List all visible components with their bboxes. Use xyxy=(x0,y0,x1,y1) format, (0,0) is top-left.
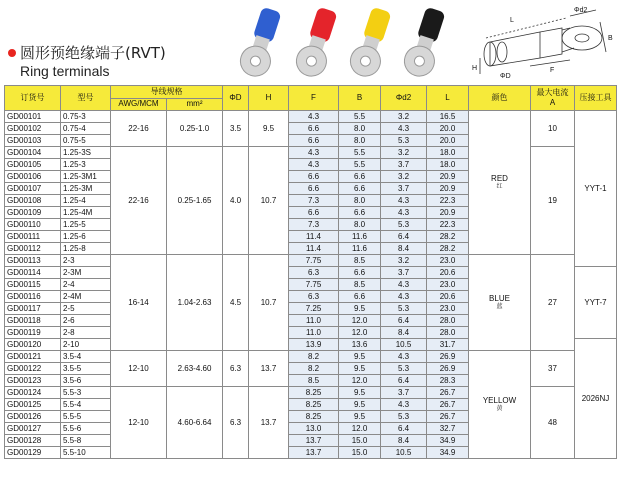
order-no-cell: GD00126 xyxy=(5,411,61,423)
model-cell: 1.25-3S xyxy=(61,147,111,159)
page-title-english: Ring terminals xyxy=(20,63,110,79)
awg-cell: 22-16 xyxy=(111,147,167,255)
order-no-cell: GD00125 xyxy=(5,399,61,411)
order-no-cell: GD00112 xyxy=(5,243,61,255)
phi-d2-cell: 3.2 xyxy=(381,111,427,123)
phi-d2-cell: 5.3 xyxy=(381,135,427,147)
order-no-cell: GD00107 xyxy=(5,183,61,195)
b-cell: 12.0 xyxy=(339,327,381,339)
table-row xyxy=(5,255,617,267)
mm2-cell: 1.04-2.63 xyxy=(167,255,223,351)
color-cell xyxy=(469,255,531,351)
l-cell: 34.9 xyxy=(427,447,469,459)
header-phi-d: ΦD xyxy=(223,86,249,111)
mm2-cell: 4.60-6.64 xyxy=(167,387,223,459)
b-cell: 8.0 xyxy=(339,219,381,231)
f-cell: 4.3 xyxy=(289,159,339,171)
model-cell: 2-10 xyxy=(61,339,111,351)
f-cell: 8.2 xyxy=(289,363,339,375)
phi-d2-cell: 5.3 xyxy=(381,363,427,375)
phi-d-cell: 6.3 xyxy=(223,387,249,459)
phi-d-cell: 4.5 xyxy=(223,255,249,351)
order-no-cell: GD00123 xyxy=(5,375,61,387)
mm2-cell: 0.25-1.0 xyxy=(167,111,223,147)
drawing-label-h: H xyxy=(472,65,478,72)
phi-d2-cell: 3.2 xyxy=(381,147,427,159)
f-cell: 13.9 xyxy=(289,339,339,351)
model-cell: 3.5-5 xyxy=(61,363,111,375)
model-cell: 2-6 xyxy=(61,315,111,327)
model-cell: 1.25-4 xyxy=(61,195,111,207)
phi-d2-cell: 3.7 xyxy=(381,387,427,399)
color-name-cn: 红 xyxy=(496,184,503,190)
max-current-cell: 10 xyxy=(531,111,575,147)
f-cell: 8.25 xyxy=(289,411,339,423)
tool-cell: YYT-1 xyxy=(575,111,617,267)
h-cell: 13.7 xyxy=(249,351,289,387)
f-cell: 6.6 xyxy=(289,123,339,135)
model-cell: 2-4 xyxy=(61,279,111,291)
tool-cell: YYT-7 xyxy=(575,267,617,339)
order-no-cell: GD00119 xyxy=(5,327,61,339)
f-cell: 4.3 xyxy=(289,111,339,123)
f-cell: 6.6 xyxy=(289,135,339,147)
model-cell: 1.25-3M1 xyxy=(61,171,111,183)
phi-d2-cell: 4.3 xyxy=(381,279,427,291)
f-cell: 7.75 xyxy=(289,255,339,267)
b-cell: 8.0 xyxy=(339,123,381,135)
l-cell: 28.2 xyxy=(427,231,469,243)
header-l: L xyxy=(427,86,469,111)
l-cell: 23.0 xyxy=(427,279,469,291)
b-cell: 5.5 xyxy=(339,159,381,171)
phi-d-cell: 4.0 xyxy=(223,147,249,255)
order-no-cell: GD00129 xyxy=(5,447,61,459)
l-cell: 28.3 xyxy=(427,375,469,387)
l-cell: 20.9 xyxy=(427,171,469,183)
phi-d2-cell: 6.4 xyxy=(381,231,427,243)
model-cell: 5.5-6 xyxy=(61,423,111,435)
phi-d2-cell: 8.4 xyxy=(381,435,427,447)
h-cell: 9.5 xyxy=(249,111,289,147)
h-cell: 13.7 xyxy=(249,387,289,459)
l-cell: 23.0 xyxy=(427,255,469,267)
b-cell: 9.5 xyxy=(339,399,381,411)
b-cell: 8.0 xyxy=(339,135,381,147)
order-no-cell: GD00104 xyxy=(5,147,61,159)
b-cell: 6.6 xyxy=(339,171,381,183)
awg-cell: 22-16 xyxy=(111,111,167,147)
f-cell: 8.5 xyxy=(289,375,339,387)
color-name-en: YELLOW xyxy=(482,396,517,405)
order-no-cell: GD00109 xyxy=(5,207,61,219)
header-max-current: 最大电流 A xyxy=(531,86,575,111)
color-name-cn: 蓝 xyxy=(496,304,503,310)
b-cell: 11.6 xyxy=(339,243,381,255)
header-awg: AWG/MCM xyxy=(111,98,167,111)
f-cell: 6.6 xyxy=(289,183,339,195)
l-cell: 26.7 xyxy=(427,387,469,399)
f-cell: 6.6 xyxy=(289,171,339,183)
color-cell xyxy=(469,351,531,459)
b-cell: 8.0 xyxy=(339,195,381,207)
b-cell: 11.6 xyxy=(339,231,381,243)
mm2-cell: 0.25-1.65 xyxy=(167,147,223,255)
awg-cell: 16-14 xyxy=(111,255,167,351)
order-no-cell: GD00121 xyxy=(5,351,61,363)
phi-d-cell: 3.5 xyxy=(223,111,249,147)
l-cell: 20.9 xyxy=(427,183,469,195)
l-cell: 26.9 xyxy=(427,363,469,375)
l-cell: 20.6 xyxy=(427,291,469,303)
f-cell: 11.4 xyxy=(289,243,339,255)
l-cell: 22.3 xyxy=(427,219,469,231)
model-cell: 1.25-3 xyxy=(61,159,111,171)
f-cell: 13.0 xyxy=(289,423,339,435)
f-cell: 8.25 xyxy=(289,399,339,411)
model-cell: 5.5-5 xyxy=(61,411,111,423)
order-no-cell: GD00128 xyxy=(5,435,61,447)
b-cell: 5.5 xyxy=(339,147,381,159)
b-cell: 8.5 xyxy=(339,279,381,291)
f-cell: 6.6 xyxy=(289,207,339,219)
model-cell: 2-4M xyxy=(61,291,111,303)
phi-d2-cell: 3.7 xyxy=(381,267,427,279)
page-title-chinese: 圆形预绝缘端子(RVT) xyxy=(20,44,166,62)
model-cell: 3.5-4 xyxy=(61,351,111,363)
l-cell: 31.7 xyxy=(427,339,469,351)
red-ring-terminal-image xyxy=(292,6,342,82)
order-no-cell: GD00105 xyxy=(5,159,61,171)
l-cell: 23.0 xyxy=(427,303,469,315)
phi-d2-cell: 4.3 xyxy=(381,123,427,135)
order-no-cell: GD00120 xyxy=(5,339,61,351)
order-no-cell: GD00118 xyxy=(5,315,61,327)
phi-d2-cell: 6.4 xyxy=(381,315,427,327)
order-no-cell: GD00127 xyxy=(5,423,61,435)
drawing-label-l: L xyxy=(510,17,514,24)
l-cell: 20.0 xyxy=(427,123,469,135)
phi-d2-cell: 10.5 xyxy=(381,339,427,351)
l-cell: 22.3 xyxy=(427,195,469,207)
header-model: 型号 xyxy=(61,86,111,111)
order-no-cell: GD00124 xyxy=(5,387,61,399)
b-cell: 9.5 xyxy=(339,351,381,363)
drawing-label-d: ΦD xyxy=(500,73,511,80)
l-cell: 18.0 xyxy=(427,147,469,159)
model-cell: 3.5-6 xyxy=(61,375,111,387)
f-cell: 11.4 xyxy=(289,231,339,243)
l-cell: 32.7 xyxy=(427,423,469,435)
l-cell: 16.5 xyxy=(427,111,469,123)
b-cell: 9.5 xyxy=(339,363,381,375)
model-cell: 2-8 xyxy=(61,327,111,339)
order-no-cell: GD00102 xyxy=(5,123,61,135)
order-no-cell: GD00122 xyxy=(5,363,61,375)
model-cell: 1.25-5 xyxy=(61,219,111,231)
b-cell: 12.0 xyxy=(339,375,381,387)
order-no-cell: GD00113 xyxy=(5,255,61,267)
header-phi-d2: Φd2 xyxy=(381,86,427,111)
l-cell: 26.9 xyxy=(427,351,469,363)
phi-d2-cell: 4.3 xyxy=(381,195,427,207)
order-no-cell: GD00116 xyxy=(5,291,61,303)
phi-d2-cell: 4.3 xyxy=(381,351,427,363)
phi-d2-cell: 3.7 xyxy=(381,159,427,171)
l-cell: 18.0 xyxy=(427,159,469,171)
b-cell: 9.5 xyxy=(339,303,381,315)
black-ring-terminal-image xyxy=(400,6,450,82)
ring-terminal-spec-table xyxy=(4,85,617,459)
phi-d2-cell: 4.3 xyxy=(381,291,427,303)
bullet-icon xyxy=(8,49,16,57)
order-no-cell: GD00110 xyxy=(5,219,61,231)
tool-cell: 2026NJ xyxy=(575,339,617,459)
ring-terminal-dimension-drawing xyxy=(470,2,618,82)
model-cell: 0.75-3 xyxy=(61,111,111,123)
phi-d2-cell: 5.3 xyxy=(381,219,427,231)
f-cell: 8.25 xyxy=(289,387,339,399)
order-no-cell: GD00103 xyxy=(5,135,61,147)
awg-cell: 12-10 xyxy=(111,351,167,387)
model-cell: 1.25-6 xyxy=(61,231,111,243)
b-cell: 6.6 xyxy=(339,291,381,303)
order-no-cell: GD00111 xyxy=(5,231,61,243)
phi-d2-cell: 6.4 xyxy=(381,423,427,435)
header xyxy=(0,0,622,84)
blue-ring-terminal-image xyxy=(236,6,286,82)
model-cell: 1.25-4M xyxy=(61,207,111,219)
f-cell: 13.7 xyxy=(289,447,339,459)
b-cell: 15.0 xyxy=(339,447,381,459)
max-current-cell: 19 xyxy=(531,147,575,255)
drawing-label-f: F xyxy=(550,67,555,74)
l-cell: 20.0 xyxy=(427,135,469,147)
model-cell: 5.5-4 xyxy=(61,399,111,411)
f-cell: 11.0 xyxy=(289,327,339,339)
f-cell: 13.7 xyxy=(289,435,339,447)
b-cell: 8.5 xyxy=(339,255,381,267)
header-wire-spec: 导线规格 xyxy=(111,86,223,99)
table-row xyxy=(5,111,617,123)
yellow-ring-terminal-image xyxy=(346,6,396,82)
b-cell: 15.0 xyxy=(339,435,381,447)
f-cell: 7.3 xyxy=(289,219,339,231)
header-f: F xyxy=(289,86,339,111)
order-no-cell: GD00108 xyxy=(5,195,61,207)
h-cell: 10.7 xyxy=(249,255,289,351)
b-cell: 6.6 xyxy=(339,267,381,279)
f-cell: 4.3 xyxy=(289,147,339,159)
l-cell: 26.7 xyxy=(427,399,469,411)
b-cell: 9.5 xyxy=(339,387,381,399)
b-cell: 6.6 xyxy=(339,207,381,219)
phi-d2-cell: 3.7 xyxy=(381,183,427,195)
header-color: 颜色 xyxy=(469,86,531,111)
max-current-cell: 48 xyxy=(531,387,575,459)
phi-d2-cell: 4.3 xyxy=(381,399,427,411)
phi-d2-cell: 8.4 xyxy=(381,243,427,255)
color-name-cn: 黄 xyxy=(496,406,503,412)
l-cell: 28.0 xyxy=(427,327,469,339)
model-cell: 2-3M xyxy=(61,267,111,279)
model-cell: 0.75-5 xyxy=(61,135,111,147)
drawing-label-b: B xyxy=(608,35,613,42)
l-cell: 34.9 xyxy=(427,435,469,447)
phi-d2-cell: 5.3 xyxy=(381,303,427,315)
phi-d2-cell: 8.4 xyxy=(381,327,427,339)
l-cell: 20.9 xyxy=(427,207,469,219)
header-tool: 压接工具 xyxy=(575,86,617,111)
b-cell: 6.6 xyxy=(339,183,381,195)
max-current-cell: 37 xyxy=(531,351,575,387)
order-no-cell: GD00115 xyxy=(5,279,61,291)
h-cell: 10.7 xyxy=(249,147,289,255)
header-h: H xyxy=(249,86,289,111)
phi-d2-cell: 5.3 xyxy=(381,411,427,423)
model-cell: 2-3 xyxy=(61,255,111,267)
phi-d2-cell: 3.2 xyxy=(381,171,427,183)
header-mm2: mm² xyxy=(167,98,223,111)
b-cell: 5.5 xyxy=(339,111,381,123)
order-no-cell: GD00117 xyxy=(5,303,61,315)
model-cell: 0.75-4 xyxy=(61,123,111,135)
title-block xyxy=(8,42,166,79)
model-cell: 1.25-8 xyxy=(61,243,111,255)
l-cell: 28.2 xyxy=(427,243,469,255)
table-row xyxy=(5,351,617,363)
f-cell: 7.75 xyxy=(289,279,339,291)
f-cell: 7.25 xyxy=(289,303,339,315)
model-cell: 1.25-3M xyxy=(61,183,111,195)
model-cell: 5.5-10 xyxy=(61,447,111,459)
f-cell: 6.3 xyxy=(289,291,339,303)
l-cell: 28.0 xyxy=(427,315,469,327)
color-cell xyxy=(469,111,531,255)
f-cell: 11.0 xyxy=(289,315,339,327)
order-no-cell: GD00114 xyxy=(5,267,61,279)
header-b: B xyxy=(339,86,381,111)
order-no-cell: GD00106 xyxy=(5,171,61,183)
color-name-en: BLUE xyxy=(489,294,510,303)
phi-d2-cell: 6.4 xyxy=(381,375,427,387)
l-cell: 20.6 xyxy=(427,267,469,279)
phi-d2-cell: 3.2 xyxy=(381,255,427,267)
header-order-no: 订货号 xyxy=(5,86,61,111)
drawing-label-d2: Φd2 xyxy=(574,7,588,14)
model-cell: 5.5-3 xyxy=(61,387,111,399)
b-cell: 9.5 xyxy=(339,411,381,423)
f-cell: 8.2 xyxy=(289,351,339,363)
l-cell: 26.7 xyxy=(427,411,469,423)
b-cell: 12.0 xyxy=(339,423,381,435)
f-cell: 7.3 xyxy=(289,195,339,207)
model-cell: 5.5-8 xyxy=(61,435,111,447)
mm2-cell: 2.63-4.60 xyxy=(167,351,223,387)
b-cell: 12.0 xyxy=(339,315,381,327)
phi-d-cell: 6.3 xyxy=(223,351,249,387)
order-no-cell: GD00101 xyxy=(5,111,61,123)
model-cell: 2-5 xyxy=(61,303,111,315)
max-current-cell: 27 xyxy=(531,255,575,351)
b-cell: 13.6 xyxy=(339,339,381,351)
awg-cell: 12-10 xyxy=(111,387,167,459)
phi-d2-cell: 4.3 xyxy=(381,207,427,219)
color-name-en: RED xyxy=(491,174,508,183)
phi-d2-cell: 10.5 xyxy=(381,447,427,459)
f-cell: 6.3 xyxy=(289,267,339,279)
